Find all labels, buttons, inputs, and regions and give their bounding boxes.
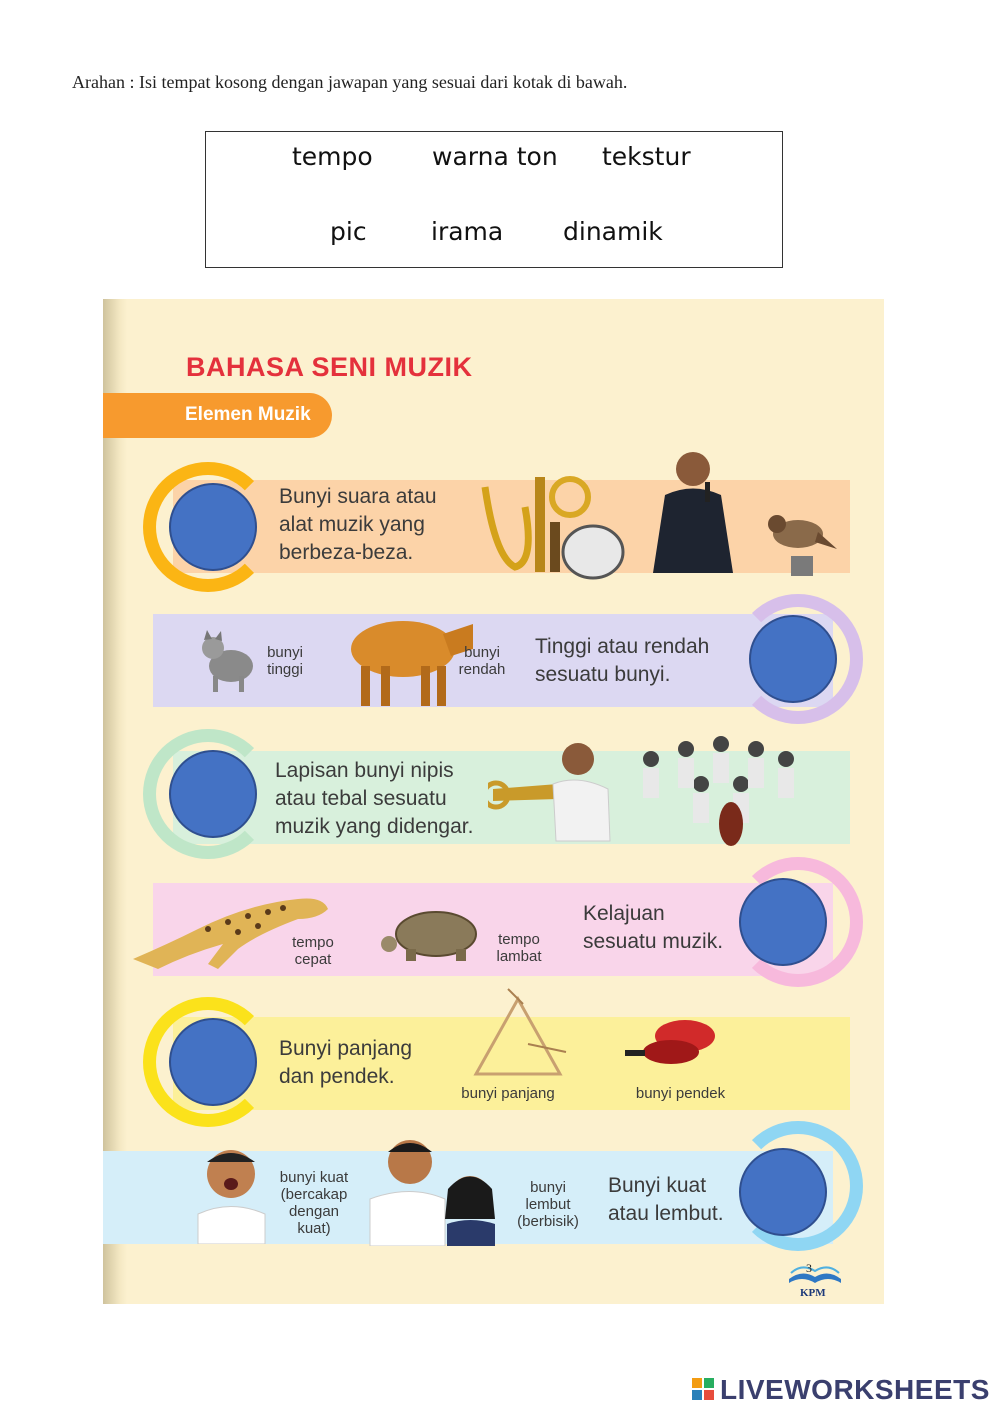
whispering-children-image bbox=[365, 1134, 510, 1246]
liveworksheets-icon bbox=[690, 1376, 718, 1402]
word-bank-item: pic bbox=[330, 217, 367, 246]
row-description-4: Kelajuan sesuatu muzik. bbox=[583, 902, 724, 953]
instruction-text: Arahan : Isi tempat kosong dengan jawapan yang sesuai dari kotak di bawah. bbox=[72, 72, 628, 92]
label-bunyi-kuat: bunyi kuat (bercakap dengan kuat) bbox=[279, 1169, 349, 1237]
textbook-page bbox=[103, 299, 884, 1304]
word-bank-item: tekstur bbox=[602, 142, 691, 171]
label-bunyi-pendek: bunyi pendek bbox=[635, 1085, 726, 1102]
tortoise-image bbox=[381, 904, 491, 964]
bird-image bbox=[763, 504, 838, 576]
page-number: 3 bbox=[806, 1261, 812, 1275]
cat-image bbox=[199, 626, 259, 694]
answer-blank-6[interactable] bbox=[739, 1148, 827, 1236]
shouting-boy-image bbox=[193, 1144, 268, 1244]
triangle-instrument-image bbox=[468, 984, 568, 1084]
liveworksheets-logo bbox=[690, 1374, 990, 1406]
answer-blank-5[interactable] bbox=[169, 1018, 257, 1106]
answer-blank-2[interactable] bbox=[749, 615, 837, 703]
label-bunyi-rendah: bunyi rendah bbox=[458, 644, 506, 678]
word-bank-item: dinamik bbox=[563, 217, 663, 246]
row-description-1: Bunyi suara atau alat muzik yang berbeza-beza. bbox=[279, 485, 437, 564]
label-tempo-lambat: tempo lambat bbox=[496, 931, 542, 965]
row-description-5: Bunyi panjang dan pendek. bbox=[279, 1037, 413, 1088]
page-title: BAHASA SENI MUZIK bbox=[186, 352, 473, 382]
publisher-label: KPM bbox=[800, 1287, 826, 1299]
section-tag-label: Elemen Muzik bbox=[185, 404, 311, 425]
singer-image bbox=[643, 447, 753, 573]
word-bank-box bbox=[205, 131, 783, 268]
word-bank-item: irama bbox=[431, 217, 504, 246]
answer-blank-1[interactable] bbox=[169, 483, 257, 571]
answer-blank-4[interactable] bbox=[739, 878, 827, 966]
row-description-3: Lapisan bunyi nipis atau tebal sesuatu muzik yang didengar. bbox=[275, 759, 474, 838]
answer-blank-3[interactable] bbox=[169, 750, 257, 838]
brass-instruments-image bbox=[465, 467, 625, 582]
liveworksheets-brand: LIVEWORKSHEETS bbox=[720, 1374, 990, 1405]
orchestra-image bbox=[631, 724, 806, 854]
row-description-2: Tinggi atau rendah sesuatu bunyi. bbox=[535, 635, 710, 686]
word-bank-item: warna ton bbox=[432, 142, 558, 171]
castanets-image bbox=[623, 1014, 718, 1074]
label-tempo-cepat: tempo cepat bbox=[292, 934, 334, 968]
trumpet-player-image bbox=[488, 729, 618, 844]
label-bunyi-lembut: bunyi lembut (berbisik) bbox=[517, 1179, 579, 1230]
word-bank-item: tempo bbox=[292, 142, 373, 171]
label-bunyi-tinggi: bunyi tinggi bbox=[267, 644, 303, 678]
row-description-6: Bunyi kuat atau lembut. bbox=[608, 1174, 724, 1225]
label-bunyi-panjang: bunyi panjang bbox=[461, 1085, 555, 1102]
